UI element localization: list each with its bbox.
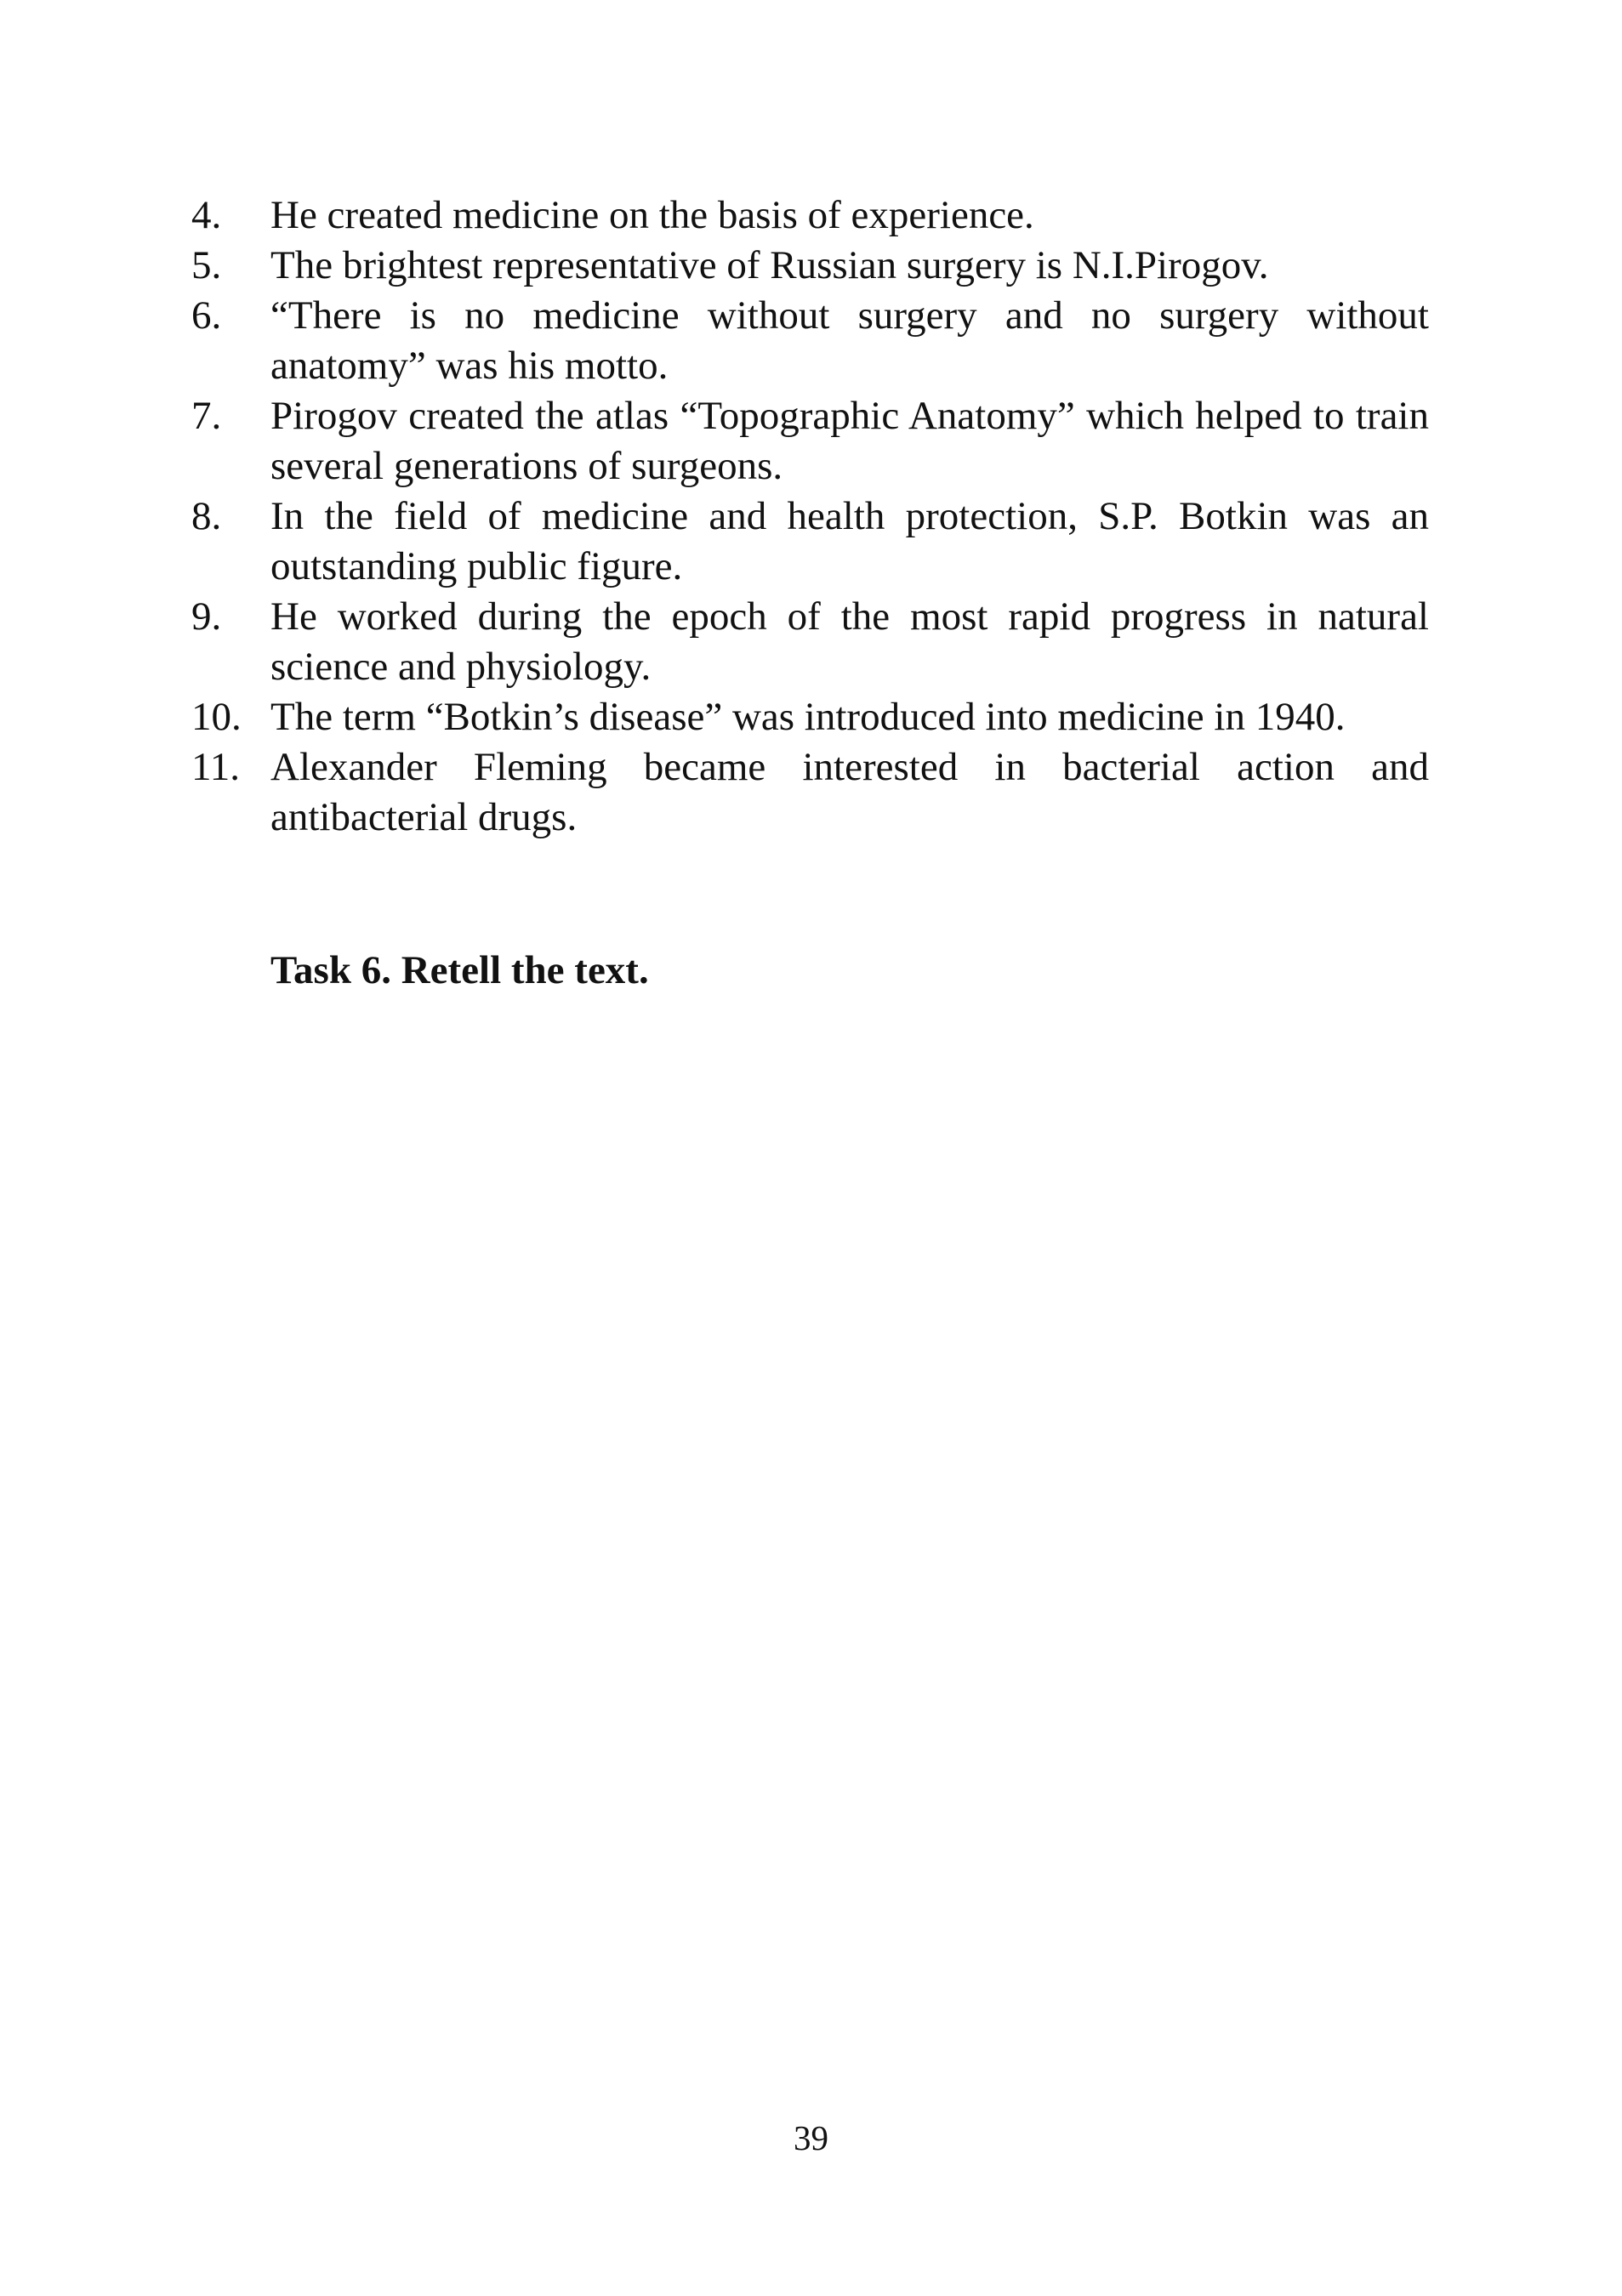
page-number: 39 bbox=[794, 2118, 828, 2157]
item-number: 11. bbox=[191, 745, 241, 789]
list-item bbox=[191, 391, 1429, 492]
item-text: He worked during the epoch of the most rapid progress in natural science and physiology. bbox=[270, 594, 1429, 689]
item-number: 5. bbox=[191, 243, 222, 287]
list-item bbox=[191, 692, 1429, 742]
item-number: 8. bbox=[191, 494, 222, 538]
item-text: “There is no medicine without surgery and no surgery without anatomy” was his motto. bbox=[270, 293, 1429, 388]
item-text: Alexander Fleming became interested in bacterial action and antibacterial drugs. bbox=[270, 745, 1429, 839]
list-item bbox=[191, 241, 1429, 291]
list-item bbox=[191, 592, 1429, 692]
list-item bbox=[191, 190, 1429, 241]
task-heading: Task 6. Retell the text. bbox=[270, 948, 649, 992]
list-item bbox=[191, 742, 1429, 843]
item-text: He created medicine on the basis of experience. bbox=[270, 193, 1034, 237]
item-text: The brightest representative of Russian surgery is N.I.Pirogov. bbox=[270, 243, 1269, 287]
statement-list bbox=[191, 190, 1429, 843]
item-text: In the field of medicine and health protection, S.P. Botkin was an outstanding public figure. bbox=[270, 494, 1429, 588]
item-text: Pirogov created the atlas “Topographic Anatomy” which helped to train several generations of surgeons. bbox=[270, 394, 1429, 488]
item-number: 4. bbox=[191, 193, 222, 237]
item-number: 10. bbox=[191, 695, 242, 739]
item-number: 9. bbox=[191, 594, 222, 639]
list-item bbox=[191, 291, 1429, 391]
item-number: 6. bbox=[191, 293, 222, 338]
item-number: 7. bbox=[191, 394, 222, 438]
item-text: The term “Botkin’s disease” was introduced into medicine in 1940. bbox=[270, 695, 1346, 739]
list-item bbox=[191, 492, 1429, 592]
